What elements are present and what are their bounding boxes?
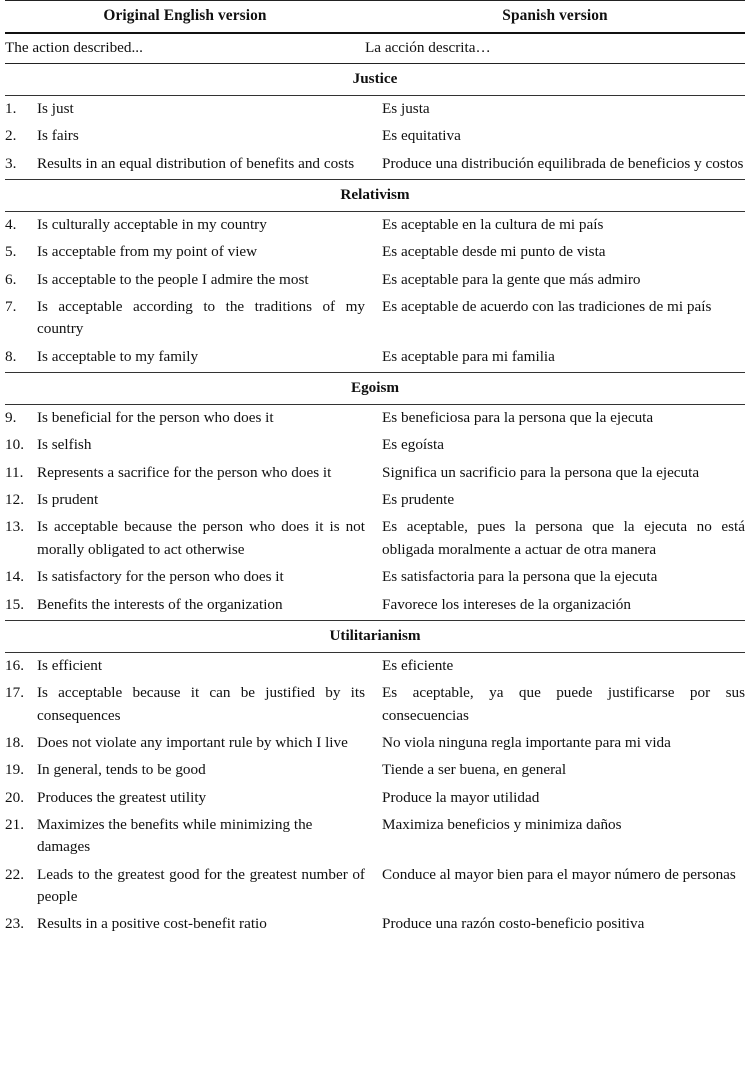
item-text-english: Results in an equal distribution of benefits and costs	[37, 151, 365, 180]
item-text-spanish: Produce una razón costo-beneficio positiva	[382, 915, 645, 933]
item-text-english: Leads to the greatest good for the greatest number of people	[37, 865, 365, 905]
column-gap	[365, 212, 382, 240]
item-number: 14.	[5, 568, 24, 586]
item-text-spanish: Favorece los intereses de la organización	[382, 592, 745, 621]
column-gap	[365, 487, 382, 514]
item-number: 7.	[5, 298, 17, 316]
item-number: 16.	[5, 656, 24, 674]
table-row	[5, 514, 745, 564]
item-number: 10.	[5, 436, 24, 454]
item-text-spanish: Es aceptable para mi familia	[382, 344, 745, 373]
column-gap	[365, 592, 382, 621]
table-row	[5, 487, 745, 514]
column-gap	[365, 514, 382, 564]
section-header-row	[5, 373, 745, 405]
item-number: 23.	[5, 915, 24, 933]
table-row	[5, 812, 745, 862]
table-header	[5, 1, 745, 34]
column-gap	[365, 96, 382, 124]
item-text-english: Is acceptable according to the traditions of my country	[37, 298, 365, 338]
item-text-spanish: Produce una distribución equilibrada de beneficios y costos	[382, 151, 745, 180]
item-number: 4.	[5, 216, 17, 234]
item-text-spanish: Tiende a ser buena, en general	[382, 761, 567, 779]
table-row	[5, 460, 745, 487]
item-number: 8.	[5, 344, 37, 373]
item-text-english: Maximizes the benefits while minimizing the damages	[37, 815, 313, 856]
column-gap	[365, 564, 382, 591]
item-text-english: Is acceptable to my family	[37, 344, 365, 373]
table-row	[5, 344, 745, 373]
item-text-spanish: Es aceptable, ya que puede justificarse por sus consecuencias	[382, 684, 745, 724]
column-gap	[365, 432, 382, 459]
item-number: 17.	[5, 684, 24, 702]
section-header-row	[5, 64, 745, 96]
item-number: 15.	[5, 592, 37, 621]
item-text-english: Is satisfactory for the person who does it	[37, 568, 284, 586]
table-row	[5, 151, 745, 180]
table-row	[5, 564, 745, 591]
section-title: Utilitarianism	[329, 626, 421, 644]
table-row	[5, 294, 745, 344]
item-number: 22.	[5, 865, 24, 883]
column-gap	[365, 267, 382, 294]
column-gap	[365, 460, 382, 487]
ethics-scale-translation-table	[5, 0, 745, 942]
item-text-spanish: Es equitativa	[382, 127, 461, 145]
table-row	[5, 680, 745, 730]
table-row	[5, 432, 745, 459]
section-header-row	[5, 620, 745, 652]
item-text-english: Benefits the interests of the organization	[37, 592, 365, 621]
item-text-spanish: No viola ninguna regla importante para mi vida	[382, 733, 671, 751]
column-gap	[365, 344, 382, 373]
item-text-english: Produces the greatest utility	[37, 788, 207, 806]
stem-english: The action described...	[5, 39, 143, 56]
item-number: 2.	[5, 127, 17, 145]
stem-spanish: La acción descrita…	[365, 39, 491, 56]
item-text-english: Is acceptable from my point of view	[37, 243, 258, 261]
item-text-english: Is culturally acceptable in my country	[37, 216, 267, 234]
column-header-spanish: Spanish version	[502, 7, 608, 24]
item-number: 11.	[5, 463, 24, 481]
column-gap	[365, 123, 382, 150]
table-row	[5, 862, 745, 912]
table-row	[5, 592, 745, 621]
item-text-spanish: Es aceptable para la gente que más admiro	[382, 270, 641, 288]
item-text-english: In general, tends to be good	[37, 761, 206, 779]
item-number: 12.	[5, 491, 24, 509]
column-gap	[365, 862, 382, 912]
item-text-spanish: Maximiza beneficios y minimiza daños	[382, 815, 622, 833]
section-title: Relativism	[340, 186, 410, 204]
item-text-english: Is acceptable because it can be justified by its consequences	[37, 684, 365, 724]
table-row	[5, 757, 745, 784]
column-gap	[365, 680, 382, 730]
table-row	[5, 239, 745, 266]
item-number: 9.	[5, 409, 17, 427]
item-number: 21.	[5, 815, 24, 833]
column-header-english: Original English version	[103, 7, 267, 24]
table-row	[5, 123, 745, 150]
item-text-english: Is prudent	[37, 491, 99, 509]
item-text-spanish: Es justa	[382, 100, 430, 117]
column-gap	[365, 151, 382, 180]
section-title: Justice	[352, 70, 398, 87]
column-header-row	[5, 1, 745, 34]
column-gap	[365, 911, 382, 941]
item-number: 3.	[5, 151, 37, 180]
table-row	[5, 785, 745, 812]
table-body	[5, 33, 745, 942]
item-number: 18.	[5, 733, 24, 751]
item-text-spanish: Es beneficiosa para la persona que la ejecuta	[382, 409, 654, 427]
column-gap	[365, 812, 382, 862]
table-row	[5, 405, 745, 433]
item-number: 19.	[5, 761, 24, 779]
item-text-spanish: Es satisfactoria para la persona que la ejecuta	[382, 568, 658, 586]
item-text-spanish: Conduce al mayor bien para el mayor número de personas	[382, 865, 736, 883]
item-text-english: Is acceptable because the person who does it is not morally obligated to act otherwise	[37, 518, 365, 558]
item-text-spanish: Es aceptable desde mi punto de vista	[382, 243, 606, 261]
item-text-english: Is beneficial for the person who does it	[37, 409, 274, 427]
item-text-spanish: Significa un sacrificio para la persona que la ejecuta	[382, 463, 700, 481]
item-number: 1.	[5, 100, 17, 117]
column-gap	[365, 785, 382, 812]
table-row	[5, 652, 745, 680]
table-row	[5, 730, 745, 757]
column-gap	[365, 294, 382, 344]
item-text-spanish: Es aceptable en la cultura de mi país	[382, 216, 604, 234]
item-number: 20.	[5, 788, 24, 806]
table-row	[5, 96, 745, 124]
item-text-spanish: Es aceptable, pues la persona que la ejecuta no está obligada moralmente a actuar de otra manera	[382, 518, 745, 558]
section-title: Egoism	[350, 379, 400, 397]
item-text-english: Is efficient	[37, 656, 103, 674]
table-row	[5, 267, 745, 294]
item-text-spanish: Es prudente	[382, 491, 455, 509]
table-row	[5, 911, 745, 941]
item-text-english: Is just	[37, 100, 74, 117]
item-text-english: Represents a sacrifice for the person who does it	[37, 463, 332, 481]
column-gap	[365, 405, 382, 433]
item-text-english: Does not violate any important rule by which I live	[37, 733, 348, 751]
column-gap	[365, 239, 382, 266]
item-text-english: Is selfish	[37, 436, 92, 454]
item-text-english: Results in a positive cost-benefit ratio	[37, 915, 267, 933]
stem-row	[5, 33, 745, 64]
column-gap	[365, 730, 382, 757]
item-text-english: Is fairs	[37, 127, 79, 145]
table-row	[5, 212, 745, 240]
column-gap	[365, 757, 382, 784]
item-text-spanish: Produce la mayor utilidad	[382, 788, 540, 806]
item-text-spanish: Es aceptable de acuerdo con las tradiciones de mi país	[382, 298, 712, 316]
item-number: 5.	[5, 243, 17, 261]
item-text-spanish: Es egoísta	[382, 436, 445, 454]
item-text-spanish: Es eficiente	[382, 656, 454, 674]
item-text-english: Is acceptable to the people I admire the most	[37, 270, 309, 288]
item-number: 13.	[5, 518, 24, 536]
section-header-row	[5, 180, 745, 212]
column-gap	[365, 652, 382, 680]
item-number: 6.	[5, 270, 17, 288]
